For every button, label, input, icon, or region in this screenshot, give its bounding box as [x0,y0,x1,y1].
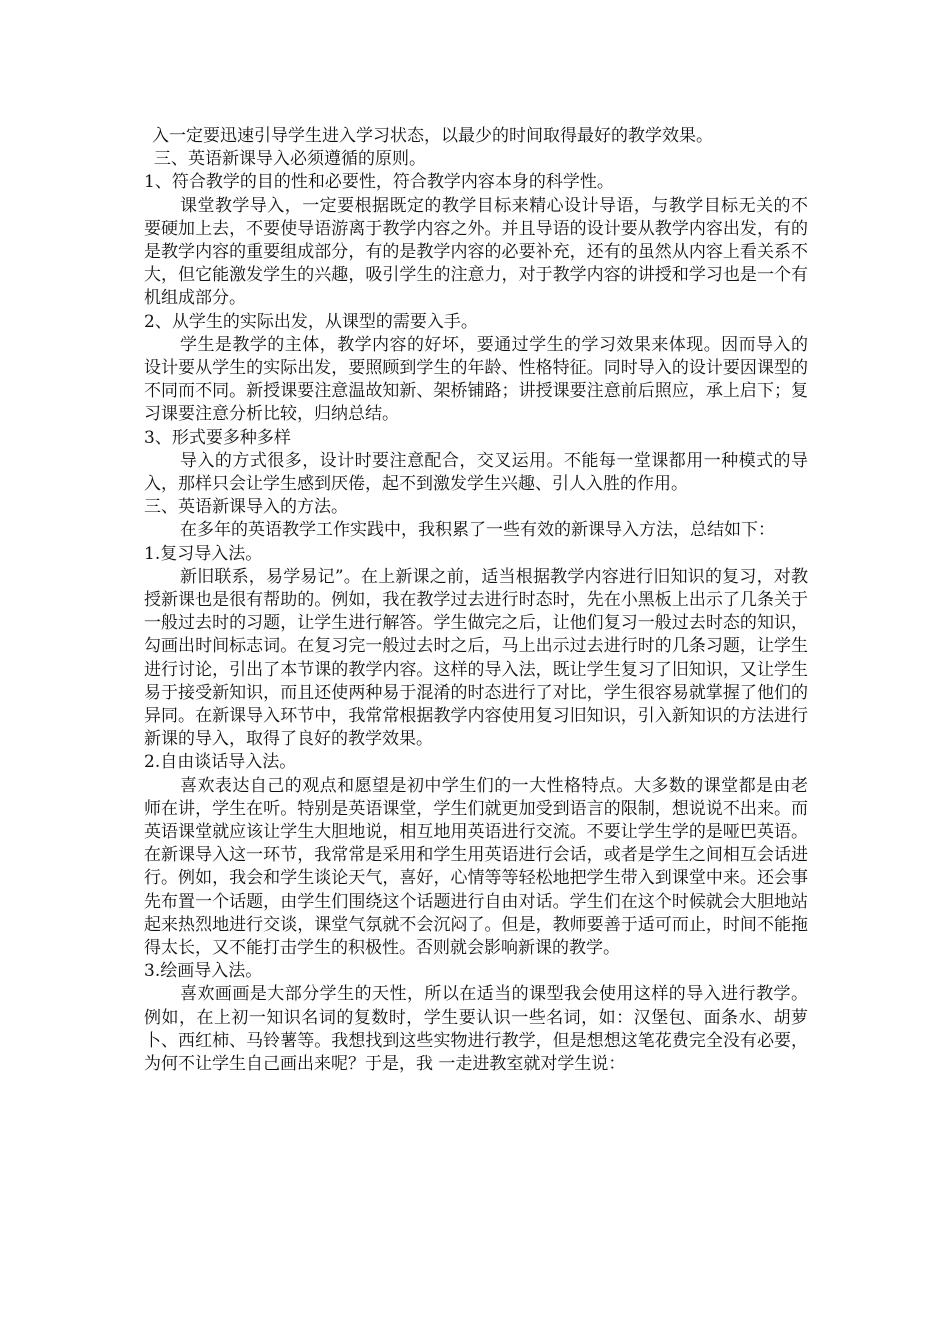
section-heading: 1、符合教学的目的性和必要性，符合教学内容本身的科学性。 [144,172,614,193]
text-line: 入一定要迅速引导学生进入学习状态，以最少的时间取得最好的教学效果。 [152,126,713,146]
section-heading: 2.自由谈话导入法。 [144,752,297,773]
text-line: 三、英语新课导入必须遵循的原则。 [154,149,426,170]
body-paragraph: 在多年的英语教学工作实践中，我积累了一些有效的新课导入方法，总结如下： [180,520,775,541]
body-paragraph: 学生是教学的主体，教学内容的好坏，要通过学生的学习效果来体现。因而导入的设计要从学生的实际出发，要照顾到学生的年龄、性格特征。同时导入的设计要因课型的不同而不同。新授课要注意温故知新、架桥铺路；讲授课要注意前后照应，承上启下；复习课要注意分析比较，归纳总结。 [144,334,808,425]
section-heading: 三、英语新课导入的方法。 [144,497,348,518]
section-heading: 3、形式要多种多样 [144,427,291,448]
body-paragraph: 新旧联系，易学易记”。在上新课之前，适当根据教学内容进行旧知识的复习，对教授新课也是很有帮助的。例如，我在教学过去进行时态时，先在小黑板上出示了几条关于一般过去时的习题，让学生进行解答。学生做完之后，让他们复习一般过去时态的知识，勾画出时间标志词。在复习完一般过去时之后，马上出示过去进行时的几条习题，让学生进行讨论，引出了本节课的教学内容。这样的导入法，既让学生复习了旧知识，又让学生易于接受新知识，而且还使两种易于混淆的时态进行了对比，学生很容易就掌握了他们的异同。在新课导入环节中，我常常根据教学内容使用复习旧知识，引入新知识的方法进行新课的导入，取得了良好的教学效果。 [144,566,808,750]
body-paragraph: 喜欢画画是大部分学生的天性，所以在适当的课型我会使用这样的导入进行教学。例如，在上初一知识名词的复数时，学生要认识一些名词，如：汉堡包、面条水、胡萝卜、西红柿、马铃薯等。我想找到这些实物进行教学，但是想想这笔花费完全没有必要，为何不让学生自己画出来呢？于是，我 一走进教室就对学生说： [144,984,808,1075]
section-heading: 1.复习导入法。 [144,543,263,564]
body-paragraph: 课堂教学导入，一定要根据既定的教学目标来精心设计导语，与教学目标无关的不要硬加上去，不要使导语游离于教学内容之外。并且导语的设计要从教学内容出发，有的是教学内容的重要组成部分，有的是教学内容的必要补充，还有的虽然从内容上看关系不大，但它能激发学生的兴趣，吸引学生的注意力，对于教学内容的讲授和学习也是一个有机组成部分。 [144,195,808,309]
document-page [144,125,808,1076]
body-paragraph: 导入的方式很多，设计时要注意配合，交叉运用。不能每一堂课都用一种模式的导入，那样只会让学生感到厌倦，起不到激发学生兴趣、引人入胜的作用。 [144,450,808,495]
section-heading: 2、从学生的实际出发，从课型的需要入手。 [144,311,478,332]
body-paragraph: 喜欢表达自己的观点和愿望是初中学生们的一大性格特点。大多数的课堂都是由老师在讲，学生在听。特别是英语课堂，学生们就更加受到语言的限制，想说说不出来。而英语课堂就应该让学生大胆地说，相互地用英语进行交流。不要让学生学的是哑巴英语。在新课导入这一环节，我常常是采用和学生用英语进行会话，或者是学生之间相互会话进行。例如，我会和学生谈论天气，喜好，心情等等轻松地把学生带入到课堂中来。还会事先布置一个话题，由学生们围绕这个话题进行自由对话。学生们在这个时候就会大胆地站起来热烈地进行交谈，课堂气氛就不会沉闷了。但是，教师要善于适可而止，时间不能拖得太长，又不能打击学生的积极性。否则就会影响新课的教学。 [144,775,808,959]
section-heading: 3.绘画导入法。 [144,961,263,982]
